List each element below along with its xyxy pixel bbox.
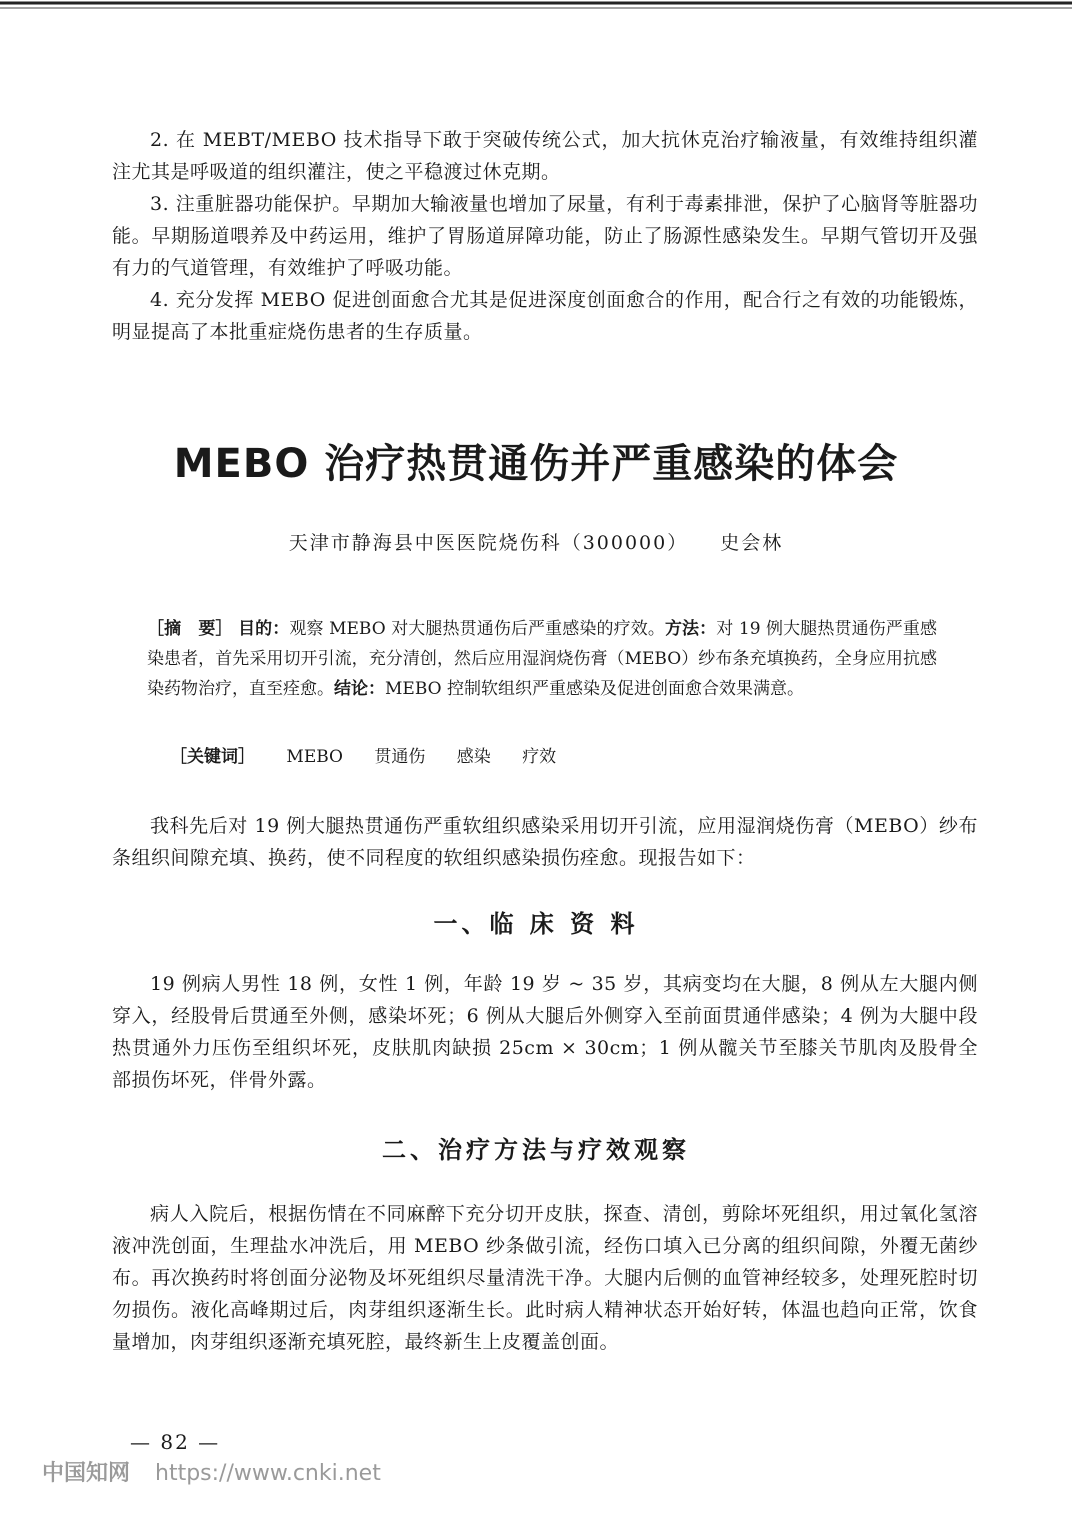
intro-item-2: 2. 在 MEBT/MEBO 技术指导下敢于突破传统公式，加大抗休克治疗输液量，有效维持组织灌注尤其是呼吸道的组织灌注，使之平稳渡过休克期。 [112,129,978,183]
section-clinical-data-text: 19 例病人男性 18 例，女性 1 例，年龄 19 岁 ~ 35 岁，其病变均在大腿，8 例从左大腿内侧穿入，经股骨后贯通至外侧，感染坏死；6 例从大腿后外侧穿入至前面贯通伴感染；4 例为大腿中段热贯通外力压伤至组织坏死，皮肤肌肉缺损 25cm × 30cm；1 例从髋关节至膝关节肌肉及股骨全部损伤坏死，伴骨外露。 [112,973,978,1091]
abstract-method: 对 19 例大腿热贯通伤严重感染患者，首先采用切开引流，充分清创，然后应用湿润烧伤膏（MEBO）纱布条充填换药，全身应用抗感染药物治疗，直至痊愈。 [147,619,938,699]
top-border-rule [0,0,1072,12]
abstract-purpose-label: 目的： [238,619,290,639]
section-heading-treatment: 二、治疗方法与疗效观察 [382,1136,690,1164]
author-line [0,528,1072,555]
article-title: MEBO 治疗热贯通伤并严重感染的体会 [173,441,899,487]
cnki-watermark [42,1456,381,1487]
section-heading-clinical-data: 一、临 床 资 料 [433,910,639,938]
affiliation: 天津市静海县中医医院烧伤科（300000） [288,532,689,554]
abstract-label: ［摘 要］ [147,619,233,639]
keywords [170,742,556,767]
keywords-label: ［关键词］ [170,747,255,767]
abstract-conclusion-label: 结论： [334,679,385,699]
intro-item-4: 4. 充分发挥 MEBO 促进创面愈合尤其是促进深度创面愈合的作用，配合行之有效的功能锻炼，明显提高了本批重症烧伤患者的生存质量。 [112,289,978,343]
abstract-purpose: 观察 MEBO 对大腿热贯通伤后严重感染的疗效。 [289,619,665,639]
keyword: 疗效 [522,747,557,767]
section-treatment-text: 病人入院后，根据伤情在不同麻醉下充分切开皮肤，探查、清创，剪除坏死组织，用过氧化氢溶液冲洗创面，生理盐水冲洗后，用 MEBO 纱条做引流，经伤口填入已分离的组织间隙，外覆无菌纱布。再次换药时将创面分泌物及坏死组织尽量清洗干净。大腿内后侧的血管神经较多，处理死腔时切勿损伤。液化高峰期过后，肉芽组织逐渐生长。此时病人精神状态开始好转，体温也趋向正常，饮食量增加，肉芽组织逐渐充填死腔，最终新生上皮覆盖创面。 [112,1203,978,1353]
author-name: 史会林 [720,532,784,554]
watermark-brand: 中国知网 [42,1461,131,1486]
watermark-url: https://www.cnki.net [155,1461,381,1486]
abstract-method-label: 方法： [664,619,717,639]
page-number: — 82 — [130,1430,221,1454]
intro-item-3: 3. 注重脏器功能保护。早期加大输液量也增加了尿量，有利于毒素排泄，保护了心脑肾等脏器功能。早期肠道喂养及中药运用，维护了胃肠道屏障功能，防止了肠源性感染发生。早期气管切开及强有力的气道管理，有效维护了呼吸功能。 [112,193,978,279]
keyword: 感染 [456,747,491,767]
keyword: 贯通伤 [374,747,426,767]
abstract [147,614,937,704]
keyword: MEBO [286,747,343,767]
abstract-conclusion: MEBO 控制软组织严重感染及促进创面愈合效果满意。 [385,679,804,699]
intro-paragraph: 我科先后对 19 例大腿热贯通伤严重软组织感染采用切开引流，应用湿润烧伤膏（MEBO）纱布条组织间隙充填、换药，使不同程度的软组织感染损伤痊愈。现报告如下： [112,815,978,869]
